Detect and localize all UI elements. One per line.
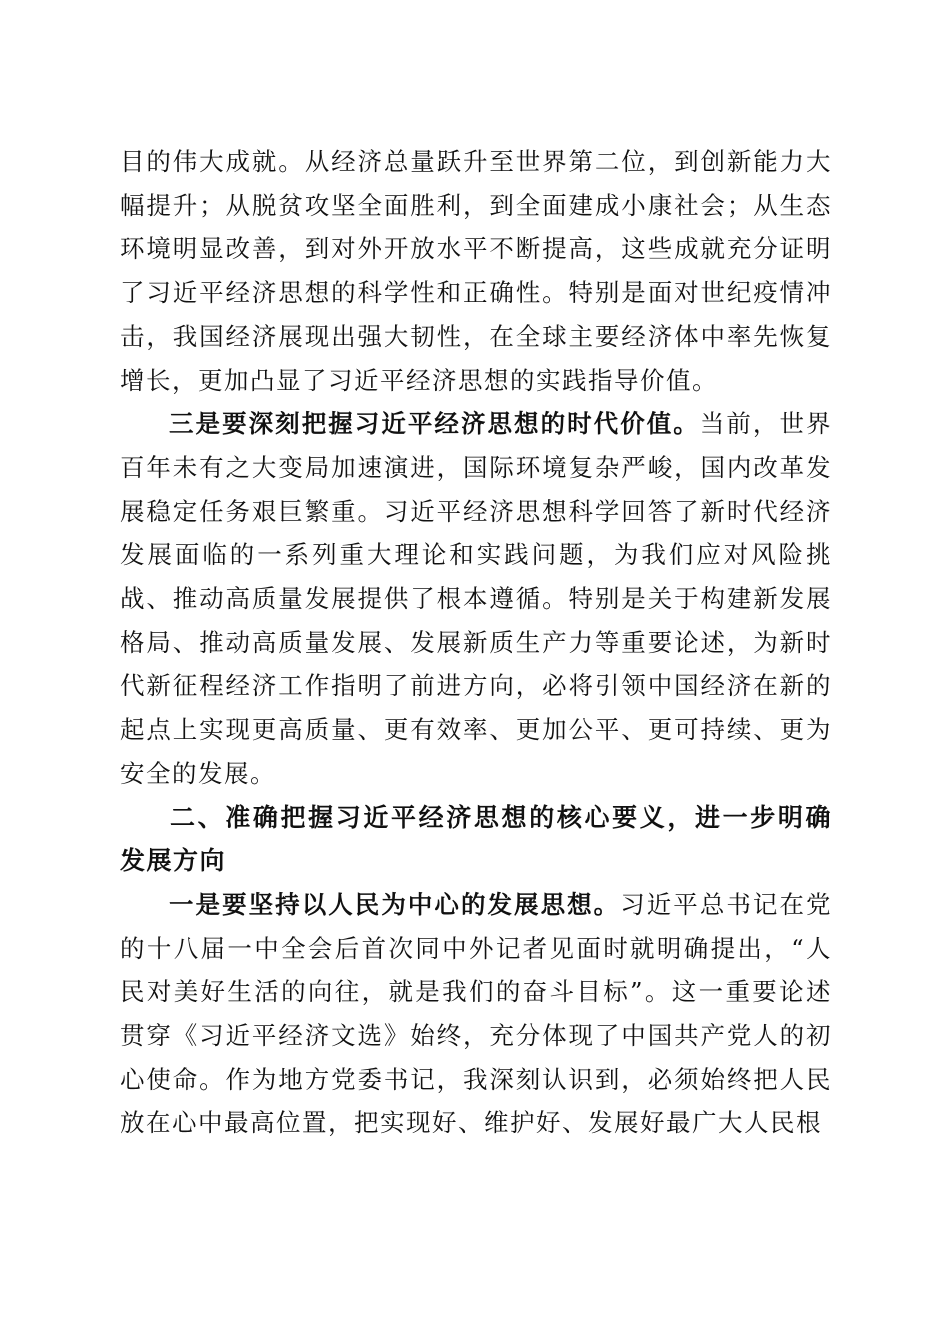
paragraph-text: 目的伟大成就。从经济总量跃升至世界第二位，到创新能力大幅提升；从脱贫攻坚全面胜利，到全面建成小康社会；从生态环境明显改善，到对外开放水平不断提高，这些成就充分证明了习近平经济思想的科学性和正确性。特别是面对世纪疫情冲击，我国经济展现出强大韧性，在全球主要经济体中率先恢复增长，更加凸显了习近平经济思想的实践指导价值。 — [120, 147, 832, 395]
paragraph-people-centered — [120, 883, 832, 1145]
document-page — [120, 140, 832, 1145]
section-heading-2: 二、准确把握习近平经济思想的核心要义，进一步明确发展方向 — [120, 802, 832, 876]
paragraph-achievements — [120, 140, 832, 402]
paragraph-text: 习近平总书记在党的十八届一中全会后首次同中外记者见面时就明确提出，“人民对美好生活的向往，就是我们的奋斗目标”。这一重要论述贯穿《习近平经济文选》始终，充分体现了中国共产党人的初心使命。作为地方党委书记，我深刻认识到，必须始终把人民放在心中最高位置，把实现好、维护好、发展好最广大人民根 — [120, 889, 833, 1138]
paragraph-era-value — [120, 402, 832, 795]
paragraph-lead: 一是要坚持以人民为中心的发展思想。 — [169, 889, 621, 919]
paragraph-text: 当前，世界百年未有之大变局加速演进，国际环境复杂严峻，国内改革发展稳定任务艰巨繁重。习近平经济思想科学回答了新时代经济发展面临的一系列重大理论和实践问题，为我们应对风险挑战、推动高质量发展提供了根本遵循。特别是关于构建新发展格局、推动高质量发展、发展新质生产力等重要论述，为新时代新征程经济工作指明了前进方向，必将引领中国经济在新的起点上实现更高质量、更有效率、更加公平、更可持续、更为安全的发展。 — [120, 409, 833, 788]
paragraph-lead: 三是要深刻把握习近平经济思想的时代价值。 — [169, 409, 700, 439]
